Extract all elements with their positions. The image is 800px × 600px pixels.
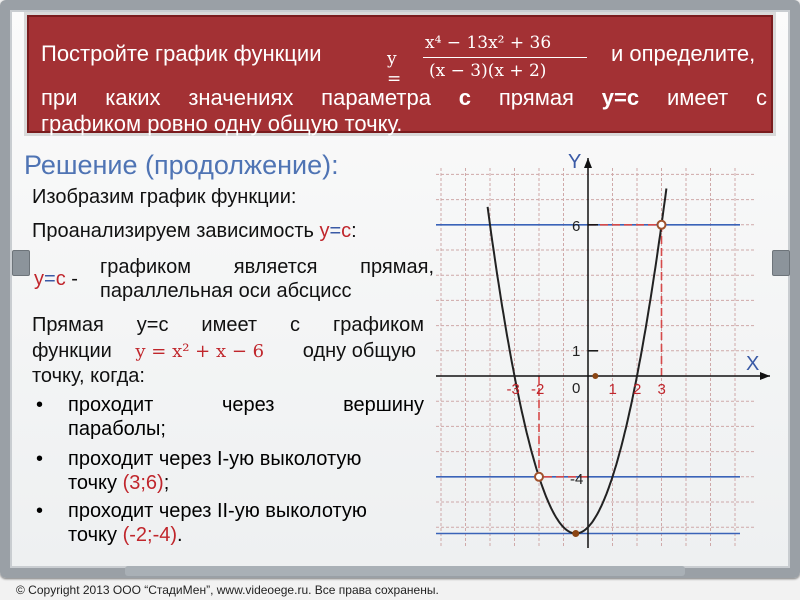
y-axis-arrow bbox=[584, 158, 592, 168]
yc-c: с bbox=[55, 268, 66, 290]
bullet-text bbox=[68, 472, 169, 495]
bullet-text: проходит через II-ую выколотую bbox=[68, 500, 367, 522]
bullet-text: проходит через I-ую выколотую bbox=[68, 448, 362, 470]
tick-label-x-neg3: -3 bbox=[506, 381, 520, 398]
fraction-bar bbox=[423, 57, 587, 58]
bullet-text: параболы; bbox=[68, 418, 166, 440]
axis-labels bbox=[507, 151, 760, 488]
board-tray bbox=[125, 566, 685, 576]
bullet-end: ; bbox=[163, 472, 170, 494]
analyze-prefix: Проанализируем зависимость bbox=[32, 220, 314, 242]
points bbox=[535, 221, 666, 537]
analyze-eq: = bbox=[329, 220, 342, 242]
tick-label-y-neg4: -4 bbox=[570, 470, 584, 488]
condition-line-b bbox=[32, 340, 424, 363]
analyze-y: у bbox=[319, 220, 330, 242]
formula-denominator: (x − 3)(x + 2) bbox=[429, 61, 547, 81]
punctured-point-label: (-2;-4) bbox=[122, 524, 178, 546]
yc-dash: - bbox=[71, 268, 78, 290]
tick-label-y6: 6 bbox=[572, 217, 581, 235]
copyright-text: © Copyright 2013 ООО “СтадиМен”, www.videoege.ru. Все права сохранены. bbox=[16, 583, 439, 597]
parabola-formula: y = x² + x − 6 bbox=[135, 341, 265, 362]
yc-y: у bbox=[34, 268, 44, 290]
task-line2-a: при каких значениях параметра bbox=[41, 85, 431, 110]
draw-graph-text: Изобразим график функции: bbox=[32, 186, 297, 208]
bullet-word: точку bbox=[68, 472, 118, 494]
analyze-c: с bbox=[341, 220, 352, 242]
origin-label: 0 bbox=[572, 380, 581, 397]
task-line1-end: и определите, bbox=[611, 41, 756, 66]
bullet-dot: • bbox=[36, 500, 44, 522]
formula-y: y = bbox=[387, 49, 402, 89]
bullet-end: . bbox=[177, 524, 183, 546]
y-axis-label: Y bbox=[568, 151, 582, 173]
bullet-text: проходит через вершину bbox=[68, 394, 424, 416]
x-axis-arrow bbox=[760, 372, 770, 380]
vertex-point bbox=[572, 530, 579, 537]
task-line2 bbox=[41, 85, 767, 111]
bullet-word: точку bbox=[68, 524, 118, 546]
task-banner bbox=[24, 12, 776, 136]
task-line3: графиком ровно одну общую точку. bbox=[41, 111, 403, 136]
tick-label-y1: 1 bbox=[572, 342, 581, 360]
task-line2-b: прямая bbox=[498, 85, 574, 110]
yc-line1: графиком является прямая, bbox=[100, 256, 434, 278]
punctured-point bbox=[658, 221, 666, 229]
x-axis-label: X bbox=[746, 353, 760, 375]
punctured-point-label: (3;6) bbox=[122, 472, 164, 494]
condition-prefix: функции bbox=[32, 340, 112, 362]
condition-line-c: точку, когда: bbox=[32, 365, 145, 387]
punctured-point bbox=[535, 473, 543, 481]
tick-label-x-neg2: -2 bbox=[531, 381, 545, 398]
axes bbox=[436, 158, 770, 548]
tick-label-x1: 1 bbox=[608, 381, 617, 398]
condition-line-a: Прямая у=с имеет с графиком bbox=[32, 314, 424, 336]
yc-eq: = bbox=[44, 268, 56, 290]
task-line-yc: у=с bbox=[601, 85, 640, 110]
formula-numerator: x⁴ − 13x² + 36 bbox=[425, 33, 552, 53]
bullet-dot: • bbox=[36, 448, 44, 470]
task-line1-start: Постройте график функции bbox=[41, 41, 322, 66]
bullet-text bbox=[68, 524, 183, 547]
yc-label bbox=[34, 268, 78, 291]
condition-suffix: одну общую bbox=[302, 340, 416, 362]
solution-heading: Решение (продолжение): bbox=[24, 150, 339, 180]
graph-panel bbox=[420, 150, 790, 550]
axis-point bbox=[592, 373, 598, 379]
task-param-c: с bbox=[458, 85, 472, 110]
analyze-text bbox=[32, 220, 357, 243]
analyze-suffix: : bbox=[351, 220, 357, 242]
task-line2-d: имеет с bbox=[666, 85, 767, 110]
bullet-dot: • bbox=[36, 394, 44, 416]
tick-label-x3: 3 bbox=[657, 381, 666, 398]
board-peg-left bbox=[12, 250, 30, 276]
tick-label-x2: 2 bbox=[633, 381, 642, 398]
yc-line2: параллельная оси абсцисс bbox=[100, 280, 352, 302]
